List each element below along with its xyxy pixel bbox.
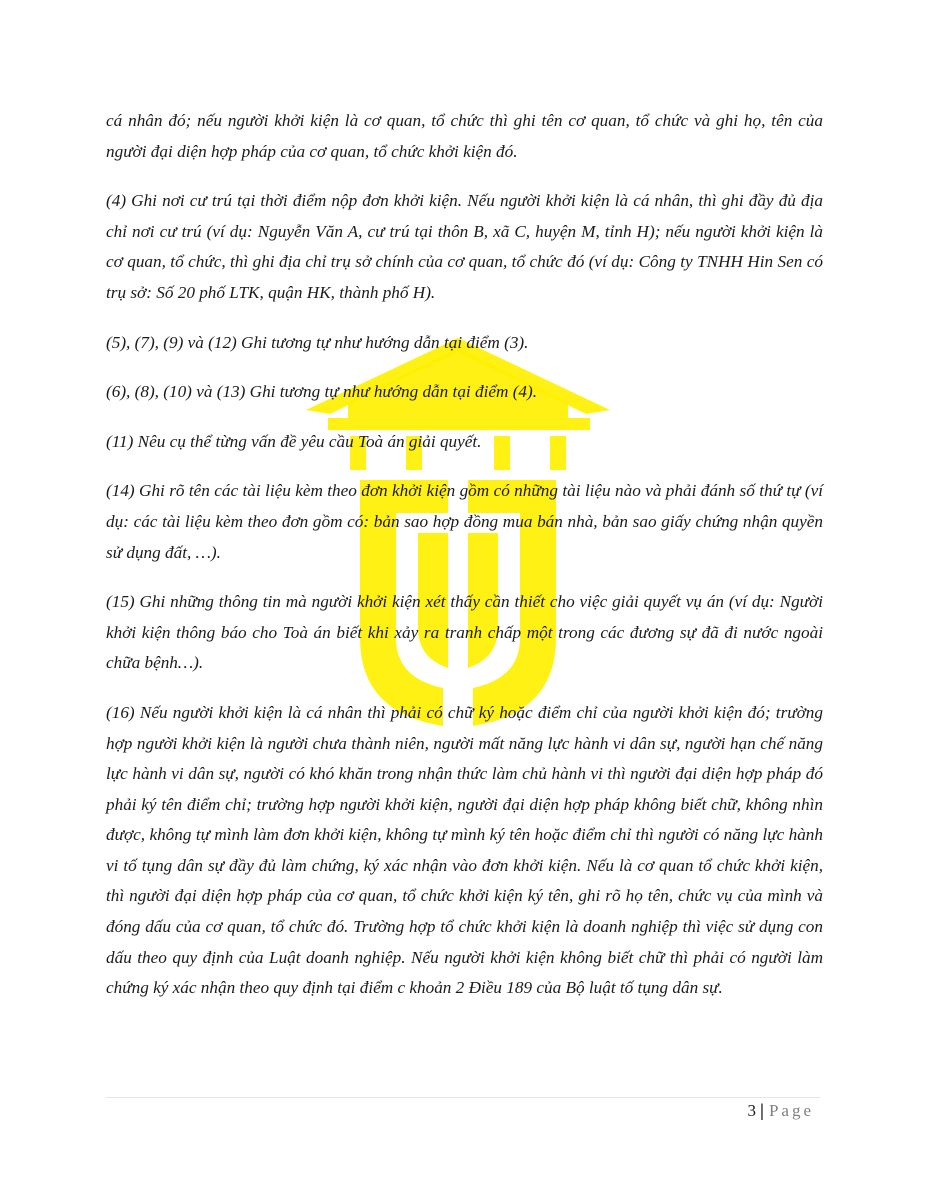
paragraph-note-14: (14) Ghi rõ tên các tài liệu kèm theo đơn khởi kiện gồm có những tài liệu nào và phải đánh số thứ tự (ví dụ: các tài liệu kèm theo đơn gồm có: bản sao hợp đồng mua bán nhà, bản sao giấy chứng nhận quyền sử dụng đất, …). xyxy=(106,481,823,562)
footer-separator: | xyxy=(759,1100,764,1120)
paragraph-note-11: (11) Nêu cụ thể từng vấn đề yêu cầu Toà án giải quyết. xyxy=(106,431,482,451)
paragraph-note-4: (4) Ghi nơi cư trú tại thời điểm nộp đơn khởi kiện. Nếu người khởi kiện là cá nhân, thì ghi đầy đủ địa chỉ nơi cư trú (ví dụ: Nguyễn Văn A, cư trú tại thôn B, xã C, huyện M, tỉnh H); nếu người khởi kiện là cơ quan, tổ chức, thì ghi địa chỉ trụ sở chính của cơ quan, tổ chức đó (ví dụ: Công ty TNHH Hin Sen có trụ sở: Số 20 phố LTK, quận HK, thành phố H). xyxy=(106,191,823,302)
page-label: Page xyxy=(768,1100,814,1120)
page-footer xyxy=(747,1100,814,1121)
paragraph-note-6-8-10-13: (6), (8), (10) và (13) Ghi tương tự như hướng dẫn tại điểm (4). xyxy=(106,382,538,402)
paragraph-continuation: cá nhân đó; nếu người khởi kiện là cơ quan, tổ chức thì ghi tên cơ quan, tổ chức và ghi họ, tên của người đại diện hợp pháp của cơ quan, tổ chức khởi kiện đó. xyxy=(106,111,823,161)
document-body xyxy=(106,106,823,1023)
paragraph-note-15: (15) Ghi những thông tin mà người khởi kiện xét thấy cần thiết cho việc giải quyết vụ án (ví dụ: Người khởi kiện thông báo cho Toà án biết khi xảy ra tranh chấp một trong các đương sự đã đi nước ngoài chữa bệnh…). xyxy=(106,592,823,673)
paragraph-note-5-7-9-12: (5), (7), (9) và (12) Ghi tương tự như hướng dẫn tại điểm (3). xyxy=(106,332,529,352)
footer-divider xyxy=(106,1097,820,1098)
paragraph-note-16: (16) Nếu người khởi kiện là cá nhân thì phải có chữ ký hoặc điểm chỉ của người khởi kiện đó; trường hợp người khởi kiện là người chưa thành niên, người mất năng lực hành vi dân sự, người hạn chế năng lực hành vi dân sự, người có khó khăn trong nhận thức làm chủ hành vi thì người đại diện hợp pháp đó phải ký tên điểm chỉ; trường hợp người khởi kiện, người đại diện hợp pháp không biết chữ, không nhìn được, không tự mình làm đơn khởi kiện, không tự mình ký tên hoặc điểm chỉ thì người có năng lực hành vi tố tụng dân sự đầy đủ làm chứng, ký xác nhận vào đơn khởi kiện. Nếu là cơ quan tổ chức khởi kiện, thì người đại diện hợp pháp của cơ quan, tổ chức khởi kiện ký tên, ghi rõ họ tên, chức vụ của mình và đóng dấu của cơ quan, tổ chức đó. Trường hợp tổ chức khởi kiện là doanh nghiệp thì việc sử dụng con dấu theo quy định của Luật doanh nghiệp. Nếu người khởi kiện không biết chữ thì phải có người làm chứng ký xác nhận theo quy định tại điểm c khoản 2 Điều 189 của Bộ luật tố tụng dân sự. xyxy=(106,702,823,998)
page-number: 3 xyxy=(747,1100,756,1120)
